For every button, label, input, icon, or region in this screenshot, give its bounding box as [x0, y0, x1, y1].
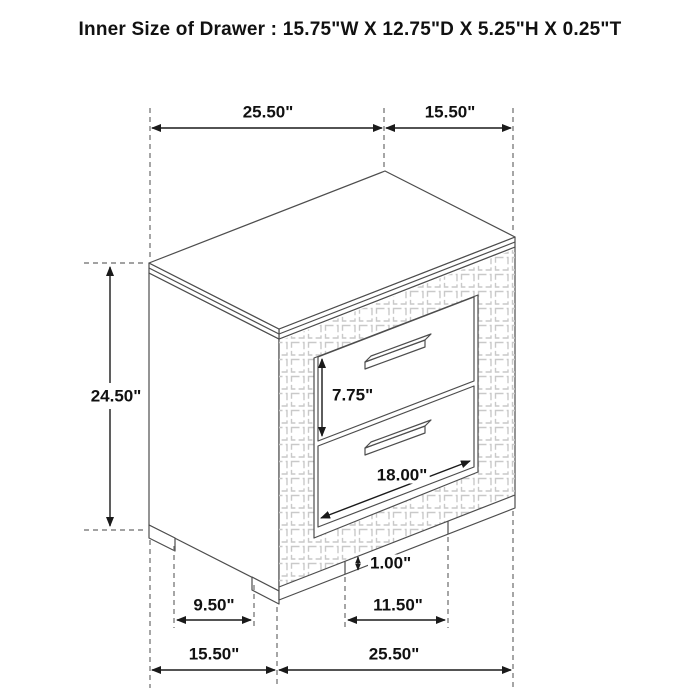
- dim-label-drawer-width: 18.00": [376, 465, 428, 485]
- page-title: Inner Size of Drawer : 15.75"W X 12.75"D X 5.25"H X 0.25"T: [78, 19, 622, 40]
- dim-label-bottom-width: 25.50": [368, 644, 420, 664]
- dim-label-top-depth: 15.50": [424, 102, 476, 122]
- dim-label-side-leg-gap: 9.50": [193, 595, 235, 615]
- dim-label-drawer-height: 7.75": [332, 385, 374, 405]
- dim-label-front-leg-gap: 11.50": [373, 595, 423, 615]
- dim-label-overall-height: 24.50": [90, 386, 142, 406]
- dim-label-top-width: 25.50": [242, 102, 294, 122]
- dim-label-base-height: 1.00": [370, 553, 412, 573]
- dim-label-bottom-depth: 15.50": [188, 644, 240, 664]
